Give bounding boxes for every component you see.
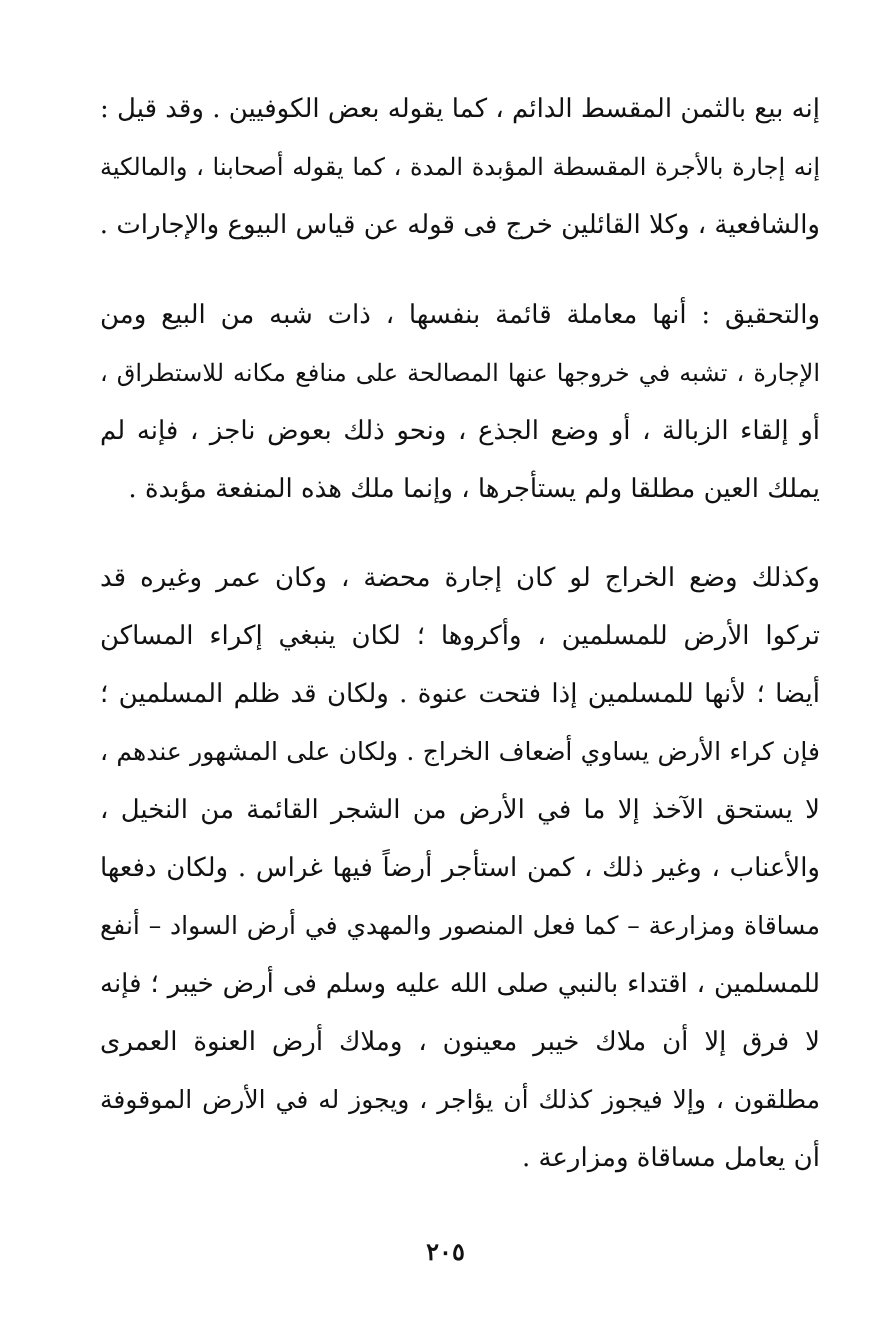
- text-line: أيضا ؛ لأنها للمسلمين إذا فتحت عنوة . ولكان قد ظلم المسلمين ؛: [100, 679, 820, 709]
- text-line: فإن كراء الأرض يساوي أضعاف الخراج . ولكان على المشهور عندهم ،: [100, 737, 820, 766]
- text-line: والتحقيق : أنها معاملة قائمة بنفسها ، ذات شبه من البيع ومن: [100, 300, 820, 330]
- text-line: أو إلقاء الزبالة ، أو وضع الجذع ، ونحو ذلك بعوض ناجز ، فإنه لم: [100, 416, 820, 446]
- text-line: يملك العين مطلقا ولم يستأجرها ، وإنما ملك هذه المنفعة مؤبدة .: [128, 474, 820, 504]
- text-line: للمسلمين ، اقتداء بالنبي صلى الله عليه وسلم فى أرض خيبر ؛ فإنه: [100, 969, 820, 999]
- text-line: لا فرق إلا أن ملاك خيبر معينون ، وملاك أرض العنوة العمرى: [100, 1027, 820, 1057]
- page-number: ٢٠٥: [426, 1237, 465, 1266]
- text-line: مطلقون ، وإلا فيجوز كذلك أن يؤاجر ، ويجوز له في الأرض الموقوفة: [100, 1085, 820, 1114]
- text-line: تركوا الأرض للمسلمين ، وأكروها ؛ لكان ينبغي إكراء المساكن: [100, 621, 820, 651]
- text-line: إنه إجارة بالأجرة المقسطة المؤبدة المدة ، كما يقوله أصحابنا ، والمالكية: [100, 153, 820, 181]
- text-line: والأعناب ، وغير ذلك ، كمن استأجر أرضاً فيها غراس . ولكان دفعها: [100, 853, 820, 883]
- paragraph-2: [100, 286, 820, 518]
- text-line: مساقاة ومزارعة – كما فعل المنصور والمهدي في أرض السواد – أنفع: [100, 911, 820, 940]
- text-line: وكذلك وضع الخراج لو كان إجارة محضة ، وكان عمر وغيره قد: [100, 563, 820, 593]
- paragraph-1: [100, 80, 820, 254]
- text-line: لا يستحق الآخذ إلا ما في الأرض من الشجر القائمة من النخيل ،: [100, 795, 820, 825]
- text-line: إنه بيع بالثمن المقسط الدائم ، كما يقوله بعض الكوفيين . وقد قيل :: [100, 94, 820, 124]
- text-line: أن يعامل مساقاة ومزارعة .: [521, 1143, 820, 1173]
- text-line: والشافعية ، وكلا القائلين خرج فى قوله عن قياس البيوع والإجارات .: [100, 210, 820, 240]
- text-line: الإجارة ، تشبه في خروجها عنها المصالحة على منافع مكانه للاستطراق ،: [100, 359, 820, 387]
- paragraph-3: [100, 549, 820, 1187]
